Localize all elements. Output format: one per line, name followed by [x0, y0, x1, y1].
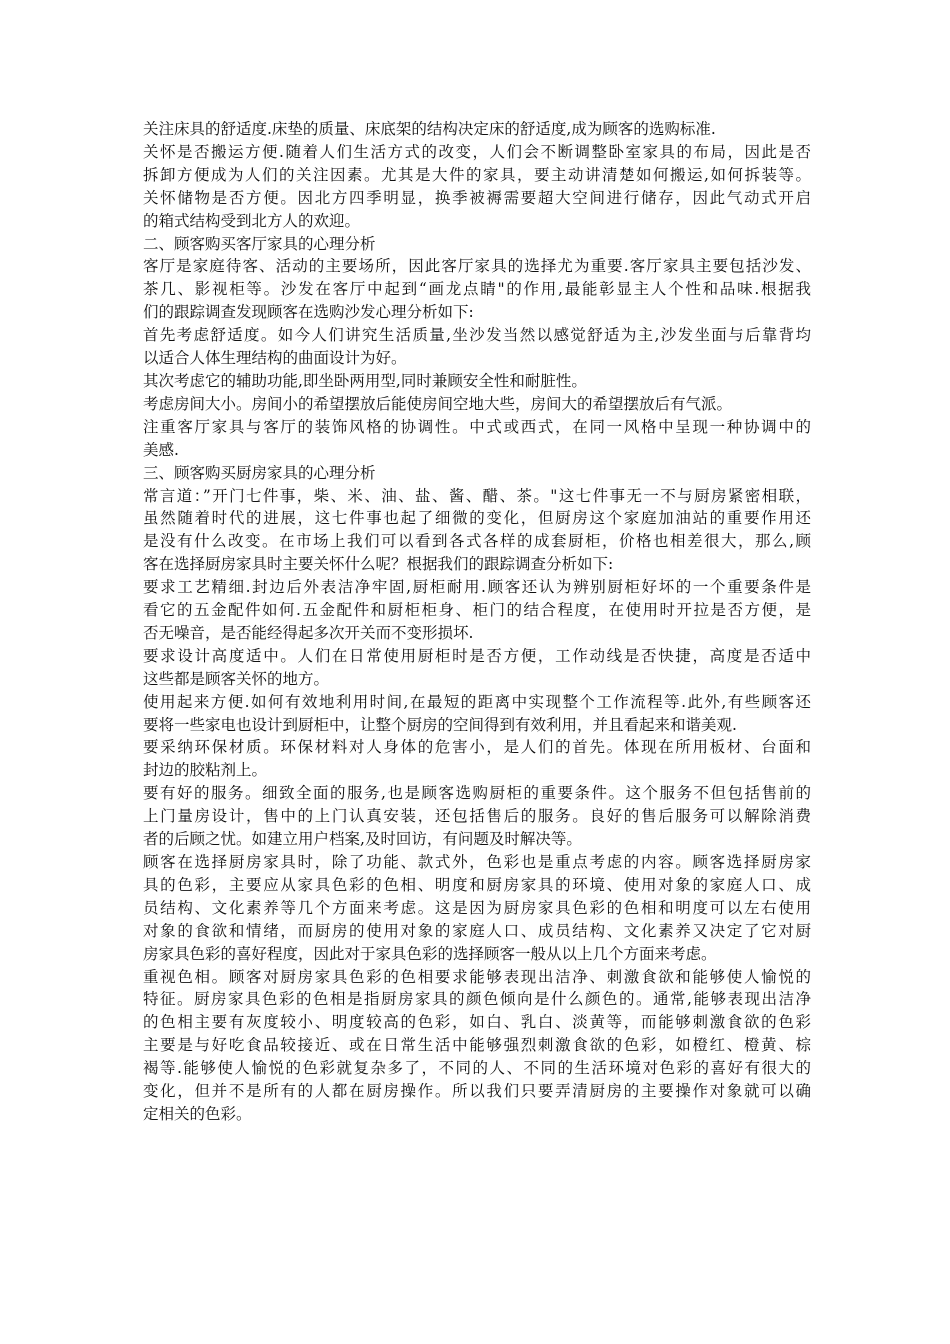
section-heading: 三、顾客购买厨房家具的心理分析 — [143, 463, 376, 482]
text-line: 上门量房设计，售中的上门认真安装，还包括售后的服务。良好的售后服务可以解除消费 — [143, 807, 811, 826]
text-line: 者的后顾之忧。如建立用户档案,及时回访，有问题及时解决等。 — [143, 830, 582, 849]
text-line: 关怀是否搬运方便.随着人们生活方式的改变，人们会不断调整卧室家具的布局，因此是否 — [143, 142, 811, 161]
text-line: 这些都是顾客关怀的地方。 — [143, 669, 330, 688]
text-line: 要求工艺精细.封边后外表洁净牢固,厨柜耐用.顾客还认为辨别厨柜好坏的一个重要条件是 — [143, 578, 811, 597]
text-line: 具的色彩，主要应从家具色彩的色相、明度和厨房家具的环境、使用对象的家庭人口、成 — [143, 875, 811, 894]
text-line: 否无噪音，是否能经得起多次开关而不变形损坏. — [143, 623, 474, 642]
text-line: 变化，但并不是所有的人都在厨房操作。所以我们只要弄清厨房的主要操作对象就可以确 — [143, 1082, 811, 1101]
text-line: 的箱式结构受到北方人的欢迎。 — [143, 211, 361, 230]
section-heading: 二、顾客购买客厅家具的心理分析 — [143, 234, 376, 253]
text-line: 顾客在选择厨房家具时，除了功能、款式外，色彩也是重点考虑的内容。顾客选择厨房家 — [143, 853, 811, 871]
text-line: 员结构、文化素养等几个方面来考虑。这是因为厨房家具色彩的色相和明度可以左右使用 — [143, 898, 811, 917]
text-line: 美感. — [143, 440, 179, 459]
text-line: 对象的食欲和情绪，而厨房的使用对象的家庭人口、成员结构、文化素养又决定了它对厨 — [143, 921, 811, 940]
text-line: 要有好的服务。细致全面的服务,也是顾客选购厨柜的重要条件。这个服务不但包括售前的 — [143, 784, 811, 803]
text-line: 看它的五金配件如何.五金配件和厨柜柜身、柜门的结合程度，在使用时开拉是否方便，是 — [143, 601, 811, 620]
text-line: 使用起来方便.如何有效地利用时间,在最短的距离中实现整个工作流程等.此外,有些顾客还 — [143, 692, 811, 711]
text-line: 要采纳环保材质。环保材料对人身体的危害小，是人们的首先。体现在所用板材、台面和 — [143, 738, 811, 757]
document-body — [143, 118, 811, 1126]
text-line: 常言道：”开门七件事，柴、米、油、盐、酱、醋、茶。"这七件事无一不与厨房紧密相联， — [143, 486, 811, 505]
text-line: 首先考虑舒适度。如今人们讲究生活质量,坐沙发当然以感觉舒适为主,沙发坐面与后靠背均 — [143, 326, 811, 345]
text-line: 考虑房间大小。房间小的希望摆放后能使房间空地大些，房间大的希望摆放后有气派。 — [143, 394, 733, 413]
text-line: 要将一些家电也设计到厨柜中，让整个厨房的空间得到有效利用，并且看起来和谐美观. — [143, 715, 737, 734]
text-line: 封边的胶粘剂上。 — [143, 761, 268, 780]
text-line: 虽然随着时代的进展，这七件事也起了细微的变化，但厨房这个家庭加油站的重要作用还 — [143, 509, 811, 528]
text-line: 客厅是家庭待客、活动的主要场所，因此客厅家具的选择尤为重要.客厅家具主要包括沙发、 — [143, 257, 811, 276]
text-line: 是没有什么改变。在市场上我们可以看到各式各样的成套厨柜，价格也相差很大，那么,顾 — [143, 532, 811, 551]
text-line: 以适合人体生理结构的曲面设计为好。 — [143, 349, 407, 368]
text-line: 的色相主要有灰度较小、明度较高的色彩，如白、乳白、淡黄等，而能够刺激食欲的色彩 — [143, 1013, 811, 1032]
text-line: 其次考虑它的辅助功能,即坐卧两用型,同时兼顾安全性和耐脏性。 — [143, 371, 587, 390]
text-line: 关怀储物是否方便。因北方四季明显，换季被褥需要超大空间进行储存，因此气动式开启 — [143, 188, 811, 207]
text-line: 注重客厅家具与客厅的装饰风格的协调性。中式或西式，在同一风格中呈现一种协调中的 — [143, 417, 811, 436]
text-line: 定相关的色彩。 — [143, 1104, 252, 1123]
text-line: 们的跟踪调查发现顾客在选购沙发心理分析如下: — [143, 303, 474, 322]
text-line: 主要是与好吃食品较接近、或在日常生活中能够强烈刺激食欲的色彩，如橙红、橙黄、棕 — [143, 1036, 811, 1055]
text-line: 房家具色彩的喜好程度，因此对于家具色彩的选择顾客一般从以上几个方面来考虑。 — [143, 944, 717, 963]
text-line: 重视色相。顾客对厨房家具色彩的色相要求能够表现出洁净、刺激食欲和能够使人愉悦的 — [143, 967, 811, 986]
text-line: 茶几、影视柜等。沙发在客厅中起到“画龙点睛"的作用,最能彰显主人个性和品味.根据我 — [143, 280, 811, 299]
text-line: 特征。厨房家具色彩的色相是指厨房家具的颜色倾向是什么颜色的。通常,能够表现出洁净 — [143, 990, 811, 1009]
text-line: 拆卸方便成为人们的关注因素。尤其是大件的家具，要主动讲清楚如何搬运,如何拆装等。 — [143, 165, 811, 184]
text-line: 关注床具的舒适度.床垫的质量、床底架的结构决定床的舒适度,成为顾客的选购标准. — [143, 120, 716, 138]
text-line: 要求设计高度适中。人们在日常使用厨柜时是否方便，工作动线是否快捷，高度是否适中 — [143, 646, 811, 665]
text-line: 褐等.能够使人愉悦的色彩就复杂多了，不同的人、不同的生活环境对色彩的喜好有很大的 — [143, 1059, 811, 1078]
text-line: 客在选择厨房家具时主要关怀什么呢？根据我们的跟踪调查分析如下: — [143, 555, 614, 574]
